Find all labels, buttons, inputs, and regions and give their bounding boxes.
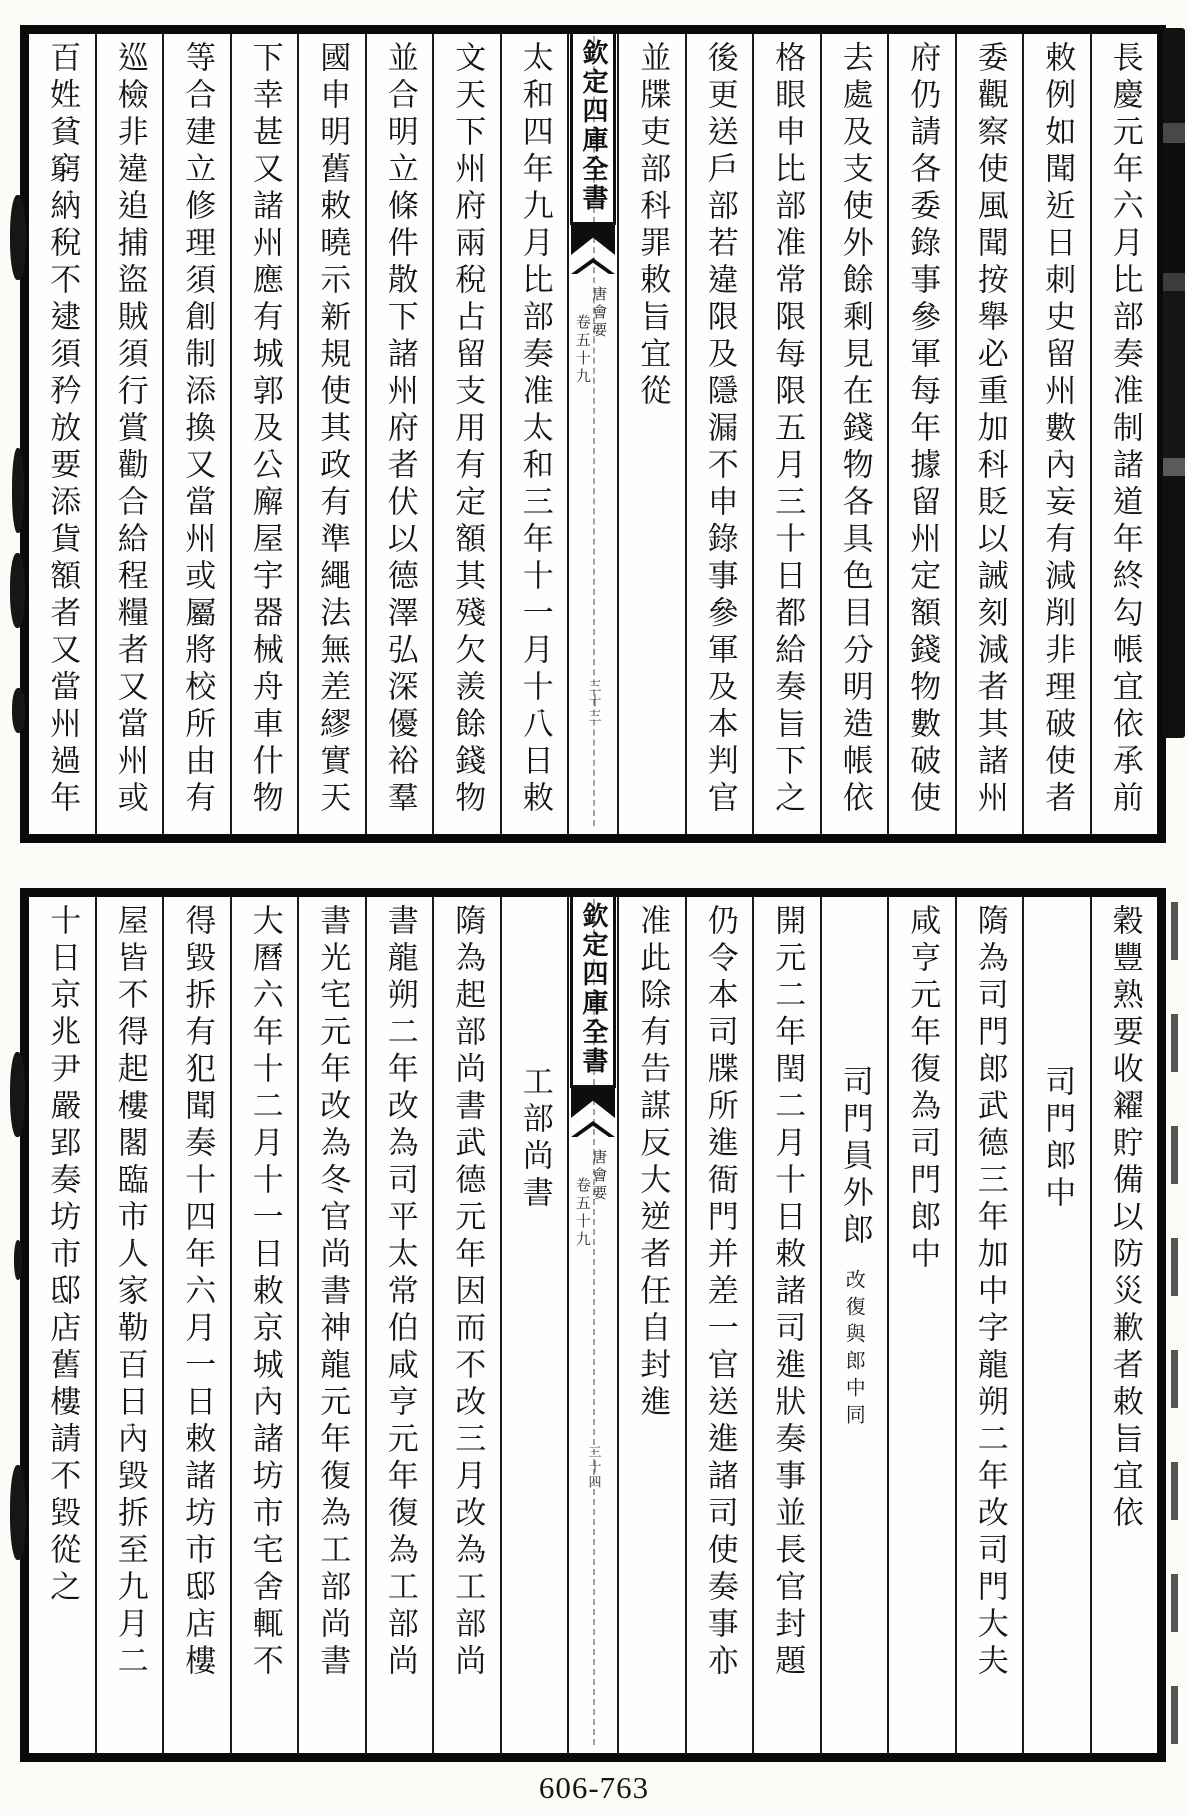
- column-text: 文天下州府兩稅占留支用有定額其殘欠羨餘錢物: [449, 41, 486, 818]
- text-column: [1090, 34, 1158, 834]
- text-column: [29, 897, 95, 1753]
- interlinear-note: 改復與郎中同: [842, 1269, 867, 1431]
- text-column: [1090, 897, 1158, 1753]
- leaf-top: [20, 25, 1166, 843]
- text-column: [365, 897, 433, 1753]
- column-text: 等合建立修理須創制添換又當州或屬將校所由有: [179, 41, 216, 818]
- text-column: [162, 897, 230, 1753]
- column-text: 格眼申比部准常限每限五月三十日都給奏旨下之: [769, 41, 806, 818]
- text-column: [95, 897, 163, 1753]
- column-text: 巡檢非違追捕盜賊須行賞勸合給程糧者又當州或: [111, 41, 148, 818]
- section-heading: 工部尚書: [516, 1065, 553, 1213]
- text-column: [162, 34, 230, 834]
- text-column: [432, 34, 500, 834]
- column-text: 委觀察使風聞按舉必重加科貶以誡刻減者其諸州: [971, 41, 1008, 818]
- text-column: [432, 897, 500, 1753]
- column-text: 百姓貧窮納稅不逮須矜放要添貨額者又當州過年: [44, 41, 81, 818]
- text-column: [500, 34, 568, 834]
- text-column: [1022, 34, 1090, 834]
- text-column: [955, 897, 1023, 1753]
- text-column: [95, 34, 163, 834]
- section-heading-column: [500, 897, 568, 1753]
- chapter-label: 卷五十九: [573, 314, 592, 386]
- column-text: 府仍請各委錄事參軍每年據留州定額錢物數破使: [904, 41, 941, 818]
- title-box: [570, 34, 616, 225]
- column-text: 書龍朔二年改為司平太常伯咸亨元年復為工部尚: [381, 904, 418, 1681]
- text-column: [617, 34, 685, 834]
- text-column: [29, 34, 95, 834]
- text-column: [752, 897, 820, 1753]
- text-column: [955, 34, 1023, 834]
- column-text: 敕例如聞近日刺史留州數內妄有減削非理破使者: [1039, 41, 1076, 818]
- text-column: [887, 897, 955, 1753]
- column-text: 仍令本司牒所進衙門并差一官送進諸司使奏事亦: [701, 904, 738, 1681]
- collection-title: 欽定四庫全書: [578, 902, 608, 1076]
- text-column: [617, 897, 685, 1753]
- section-heading-column: [1022, 897, 1090, 1753]
- scan-artifact: [1171, 902, 1178, 1750]
- book-title: 唐會要: [590, 1149, 609, 1203]
- section-heading-column: [820, 897, 888, 1753]
- column-text: 屋皆不得起樓閣臨市人家勒百日內毀拆至九月二: [111, 904, 148, 1681]
- column-text: 太和四年九月比部奏准太和三年十一月十八日敕: [516, 41, 553, 818]
- text-column: [365, 34, 433, 834]
- text-column: [230, 34, 298, 834]
- folio-number: 三十四: [585, 1445, 601, 1490]
- folio-number: 三十三: [585, 679, 601, 724]
- catalog-number: 606-763: [538, 1770, 650, 1805]
- column-text: 十日京兆尹嚴郢奏坊市邸店舊樓請不毀從之: [44, 904, 81, 1607]
- collection-title: 欽定四庫全書: [578, 39, 608, 213]
- text-column: [887, 34, 955, 834]
- column-text: 後更送戶部若違限及隱漏不申錄事參軍及本判官: [701, 41, 738, 818]
- leaf-bottom-columns: [29, 897, 1157, 1753]
- text-column: [820, 34, 888, 834]
- title-box: [570, 897, 616, 1088]
- column-text: 咸亨元年復為司門郎中: [904, 904, 941, 1274]
- column-text: 大曆六年十二月十一日敕京城內諸坊市宅舍輒不: [246, 904, 283, 1681]
- column-text: 並牒吏部科罪敕旨宜從: [634, 41, 671, 411]
- section-heading: 司門員外郎: [836, 1065, 873, 1250]
- column-text: 國申明舊敕曉示新規使其政有準繩法無差繆實天: [314, 41, 351, 818]
- text-column: [297, 897, 365, 1753]
- banxin-column: [567, 34, 617, 834]
- column-text: 准此除有告謀反大逆者任自封進: [634, 904, 671, 1422]
- column-text: 開元二年閏二月十日敕諸司進狀奏事並長官封題: [769, 904, 806, 1681]
- column-text: 長慶元年六月比部奏准制諸道年終勾帳宜依承前: [1106, 41, 1143, 818]
- text-column: [685, 34, 753, 834]
- column-text: 去處及支使外餘剩見在錢物各具色目分明造帳依: [836, 41, 873, 818]
- column-text: 並合明立條件散下諸州府者伏以德澤弘深優裕羣: [381, 41, 418, 818]
- chapter-label: 卷五十九: [573, 1177, 592, 1249]
- leaf-top-columns: [29, 34, 1157, 834]
- column-text: 隋為司門郎武德三年加中字龍朔二年改司門大夫: [971, 904, 1008, 1681]
- text-column: [752, 34, 820, 834]
- section-heading: 司門郎中: [1039, 1065, 1076, 1213]
- text-column: [297, 34, 365, 834]
- text-column: [685, 897, 753, 1753]
- text-column: [230, 897, 298, 1753]
- column-text: 書光宅元年改為冬官尚書神龍元年復為工部尚書: [314, 904, 351, 1681]
- scan-artifact: [1163, 28, 1185, 738]
- column-text: 穀豐熟要收糴貯備以防災歉者敕旨宜依: [1106, 904, 1143, 1533]
- column-text: 下幸甚又諸州應有城郭及公廨屋宇器械舟車什物: [246, 41, 283, 818]
- leaf-bottom: [20, 888, 1166, 1762]
- column-text: 得毀拆有犯聞奏十四年六月一日敕諸坊市邸店樓: [179, 904, 216, 1681]
- column-text: 隋為起部尚書武德元年因而不改三月改為工部尚: [449, 904, 486, 1681]
- banxin-column: [567, 897, 617, 1753]
- book-title: 唐會要: [590, 286, 609, 340]
